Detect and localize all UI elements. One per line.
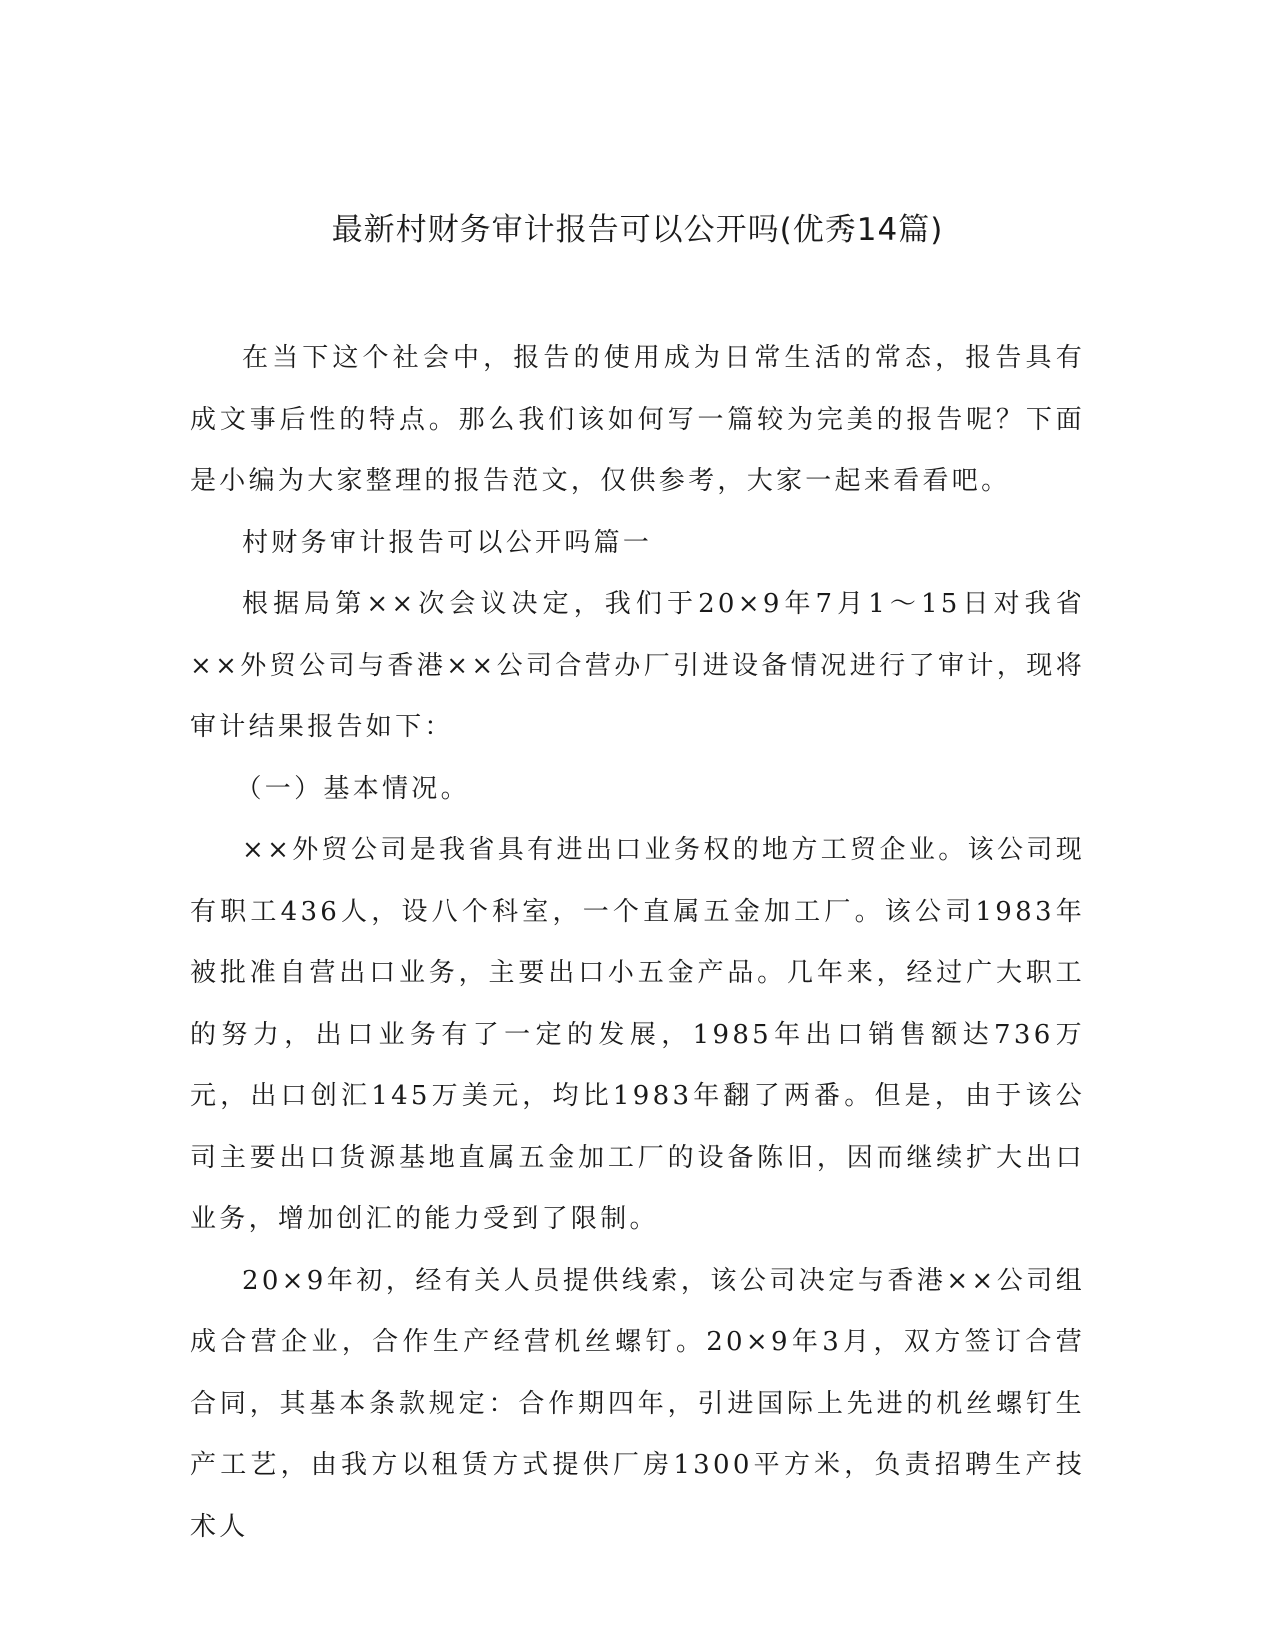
subsection-heading: （一）基本情况。 (235, 773, 470, 804)
section-heading: 村财务审计报告可以公开吗篇一 (242, 527, 653, 558)
intro-paragraph: 在当下这个社会中，报告的使用成为日常生活的常态，报告具有成文事后性的特点。那么我们该如何写一篇较为完美的报告呢？下面是小编为大家整理的报告范文，仅供参考，大家一起来看看吧。 (190, 343, 1085, 496)
document-title: 最新村财务审计报告可以公开吗(优秀14篇) (331, 212, 944, 248)
body-paragraph: 20×9年初，经有关人员提供线索，该公司决定与香港××公司组成合营企业，合作生产经营机丝螺钉。20×9年3月，双方签订合营合同，其基本条款规定：合作期四年，引进国际上先进的机丝螺钉生产工艺，由我方以租赁方式提供厂房1300平方米，负责招聘生产技术人 (190, 1265, 1085, 1542)
document-body (190, 328, 1085, 1558)
body-paragraph: 根据局第××次会议决定，我们于20×9年7月1～15日对我省××外贸公司与香港××公司合营办厂引进设备情况进行了审计，现将审计结果报告如下： (190, 589, 1085, 742)
body-paragraph: ××外贸公司是我省具有进出口业务权的地方工贸企业。该公司现有职工436人，设八个科室，一个直属五金加工厂。该公司1983年被批准自营出口业务，主要出口小五金产品。几年来，经过广大职工的努力，出口业务有了一定的发展，1985年出口销售额达736万元，出口创汇145万美元，均比1983年翻了两番。但是，由于该公司主要出口货源基地直属五金加工厂的设备陈旧，因而继续扩大出口业务，增加创汇的能力受到了限制。 (190, 835, 1085, 1234)
